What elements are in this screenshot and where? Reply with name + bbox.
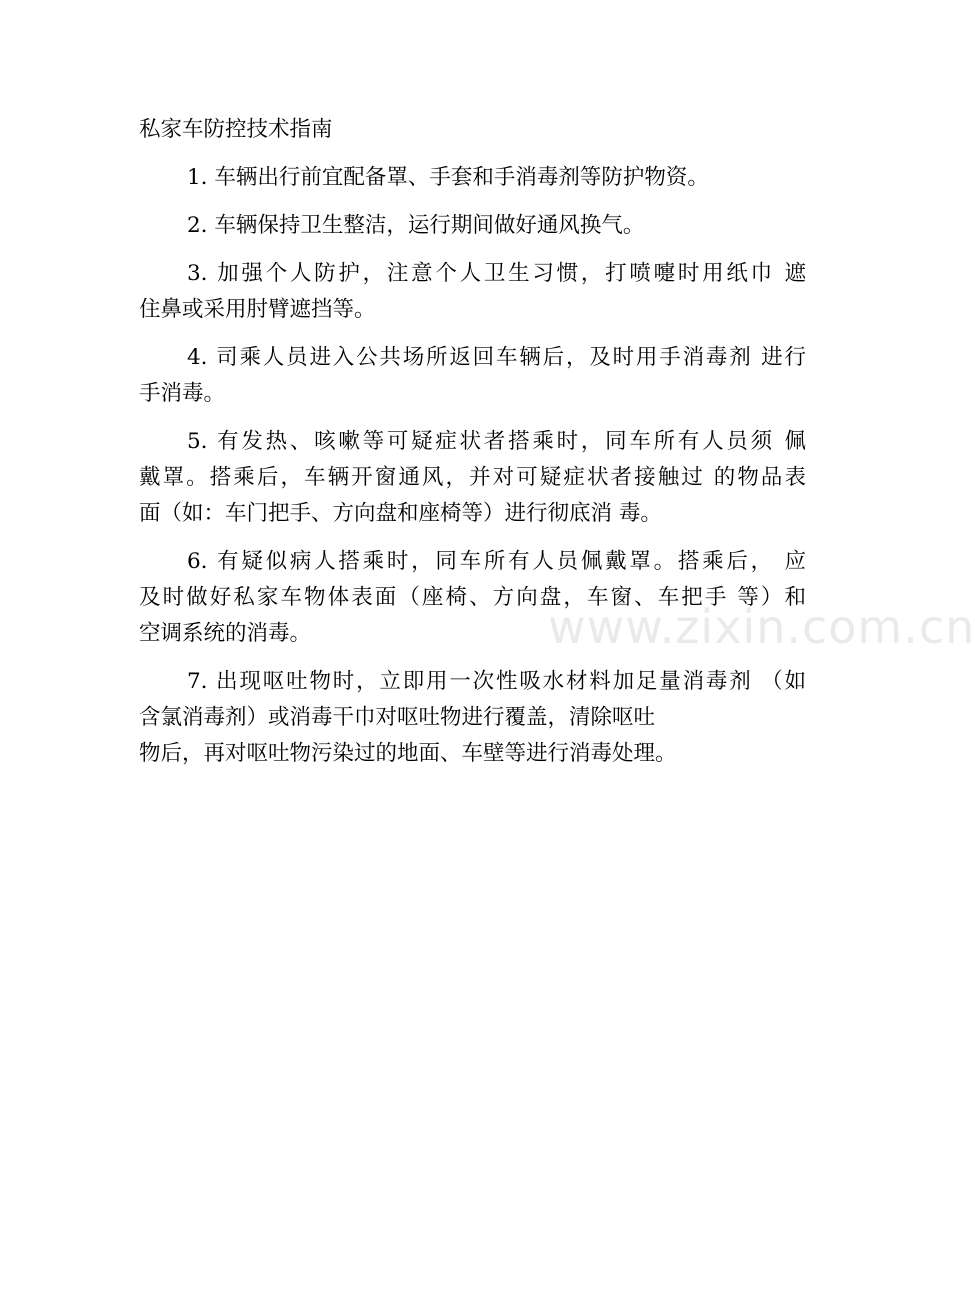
guideline-line: 含氯消毒剂）或消毒干巾对呕吐物进行覆盖，清除呕吐: [139, 705, 656, 730]
guideline-line: 及时做好私家车物体表面（座椅、方向盘，车窗、车把手 等）和: [139, 585, 806, 610]
guideline-line: 手消毒。: [139, 381, 226, 406]
guideline-line: 5. 有发热、咳嗽等可疑症状者搭乘时，同车所有人员须 佩: [187, 429, 806, 454]
guideline-line: 住鼻或采用肘臂遮挡等。: [139, 297, 376, 322]
watermark: www.zixin.com.cn: [548, 600, 975, 654]
guideline-item-3: [139, 244, 806, 328]
document-title: 私家车防控技术指南: [139, 117, 333, 142]
guideline-line: 1. 车辆出行前宜配备罩、手套和手消毒剂等防护物资。: [187, 165, 709, 190]
guideline-line: 面（如：车门把手、方向盘和座椅等）进行彻底消 毒。: [139, 501, 662, 526]
document-body: [139, 112, 806, 772]
guideline-line: 4. 司乘人员进入公共场所返回车辆后，及时用手消毒剂 进行: [187, 345, 806, 370]
guideline-item-1: [139, 148, 806, 196]
guideline-item-6: [139, 532, 806, 652]
guideline-line: 2. 车辆保持卫生整洁，运行期间做好通风换气。: [187, 213, 645, 238]
guideline-item-5: [139, 412, 806, 532]
guideline-line: 空调系统的消毒。: [139, 621, 312, 646]
guideline-line: 3. 加强个人防护，注意个人卫生习惯，打喷嚏时用纸巾 遮: [187, 261, 806, 286]
guideline-line: 7. 出现呕吐物时，立即用一次性吸水材料加足量消毒剂 （如: [187, 669, 806, 694]
guideline-item-4: [139, 328, 806, 412]
guideline-item-2: [139, 196, 806, 244]
guideline-line: 物后，再对呕吐物污染过的地面、车壁等进行消毒处理。: [139, 741, 677, 766]
guideline-item-7: [139, 652, 806, 772]
guideline-line: 戴罩。搭乘后，车辆开窗通风，并对可疑症状者接触过 的物品表: [139, 465, 806, 490]
guideline-line: 6. 有疑似病人搭乘时，同车所有人员佩戴罩。搭乘后， 应: [187, 549, 806, 574]
